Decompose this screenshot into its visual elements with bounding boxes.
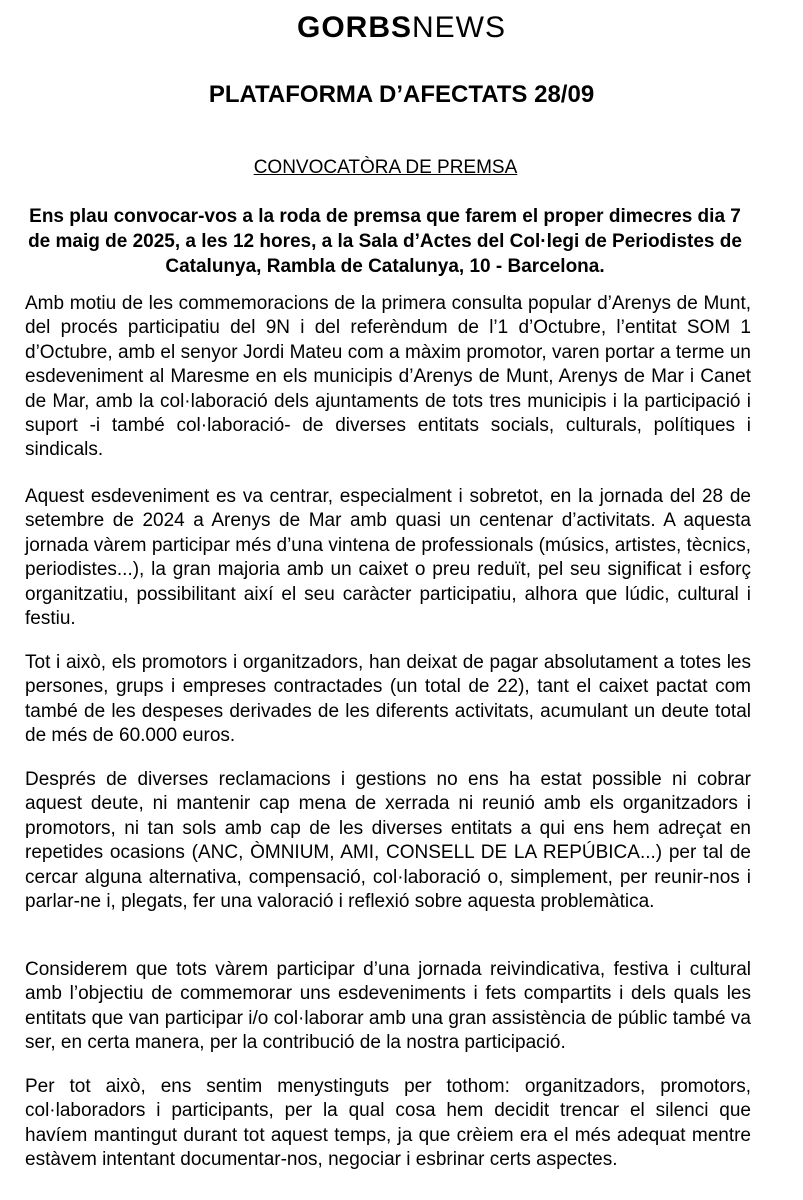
body-paragraph-5: Considerem que tots vàrem participar d’una jornada reivindicativa, festiva i cultural amb l’objectiu de commemorar uns esdeveniments i fets compartits i dels quals les entitats que van participar i/o col·laborar amb una gran assistència de públic també va ser, en certa manera, per la contribució de la nostra participació.	[25, 959, 751, 1054]
document-subtitle: CONVOCATÒRA DE PREMSA	[253, 157, 518, 178]
intro-paragraph: Ens plau convocar-vos a la roda de premsa que farem el proper dimecres dia 7 de maig de 2025, a les 12 hores, a la Sala d’Actes del Col·legi de Periodistes de Catalunya, Rambla de Catalunya, 10 - Barcelona.	[28, 206, 742, 277]
body-paragraph-2: Aquest esdeveniment es va centrar, especialment i sobretot, en la jornada del 28 de setembre de 2024 a Arenys de Mar amb quasi un centenar d’activitats. A aquesta jornada vàrem participar més d’una vintena de professionals (músics, artistes, tècnics, periodistes...), la gran majoria amb un caixet o preu reduït, pel seu significat i esforç organitzatiu, possibilitant així el seu caràcter participatiu, alhora que lúdic, cultural i festiu.	[25, 486, 751, 630]
page-title: PLATAFORMA D’AFECTATS 28/09	[208, 81, 595, 108]
body-paragraph-1: Amb motiu de les commemoracions de la primera consulta popular d’Arenys de Munt, del procés participatiu del 9N i del referèndum de l’1 d’Octubre, l’entitat SOM 1 d’Octubre, amb el senyor Jordi Mateu com a màxim promotor, varen portar a terme un esdeveniment al Maresme en els municipis d’Arenys de Munt, Arenys de Mar i Canet de Mar, amb la col·laboració dels ajuntaments de tots tres municipis i la participació i suport -i també col·laboració- de diverses entitats socials, culturals, polítiques i sindicals.	[25, 293, 751, 461]
body-paragraph-3: Tot i això, els promotors i organitzadors, han deixat de pagar absolutament a totes les persones, grups i empreses contractades (un total de 22), tant el caixet pactat com també de les despeses derivades de les diferents activitats, acumulant un deute total de més de 60.000 euros.	[25, 652, 751, 747]
logo-suffix: NEWS	[412, 11, 506, 44]
body-paragraph-6: Per tot això, ens sentim menystinguts per tothom: organitzadors, promotors, col·laboradors i participants, per la qual cosa hem decidit trencar el silenci que havíem mantingut durant tot aquest temps, ja que crèiem era el més adequat mentre estàvem intentant documentar-nos, negociar i esbrinar certs aspectes.	[25, 1076, 751, 1171]
gorbsnews-logo	[0, 10, 803, 46]
logo-brand: GORBS	[296, 11, 412, 44]
body-paragraph-4: Després de diverses reclamacions i gestions no ens ha estat possible ni cobrar aquest deute, ni mantenir cap mena de xerrada ni reunió amb els organitzadors i promotors, ni tan sols amb cap de les diverses entitats a qui ens hem adreçat en repetides ocasions (ANC, ÒMNIUM, AMI, CONSELL DE LA REPÚBICA...) per tal de cercar alguna alternativa, compensació, col·laboració o, simplement, per reunir-nos i parlar-ne i, plegats, fer una valoració i reflexió sobre aquesta problemàtica.	[25, 769, 751, 913]
